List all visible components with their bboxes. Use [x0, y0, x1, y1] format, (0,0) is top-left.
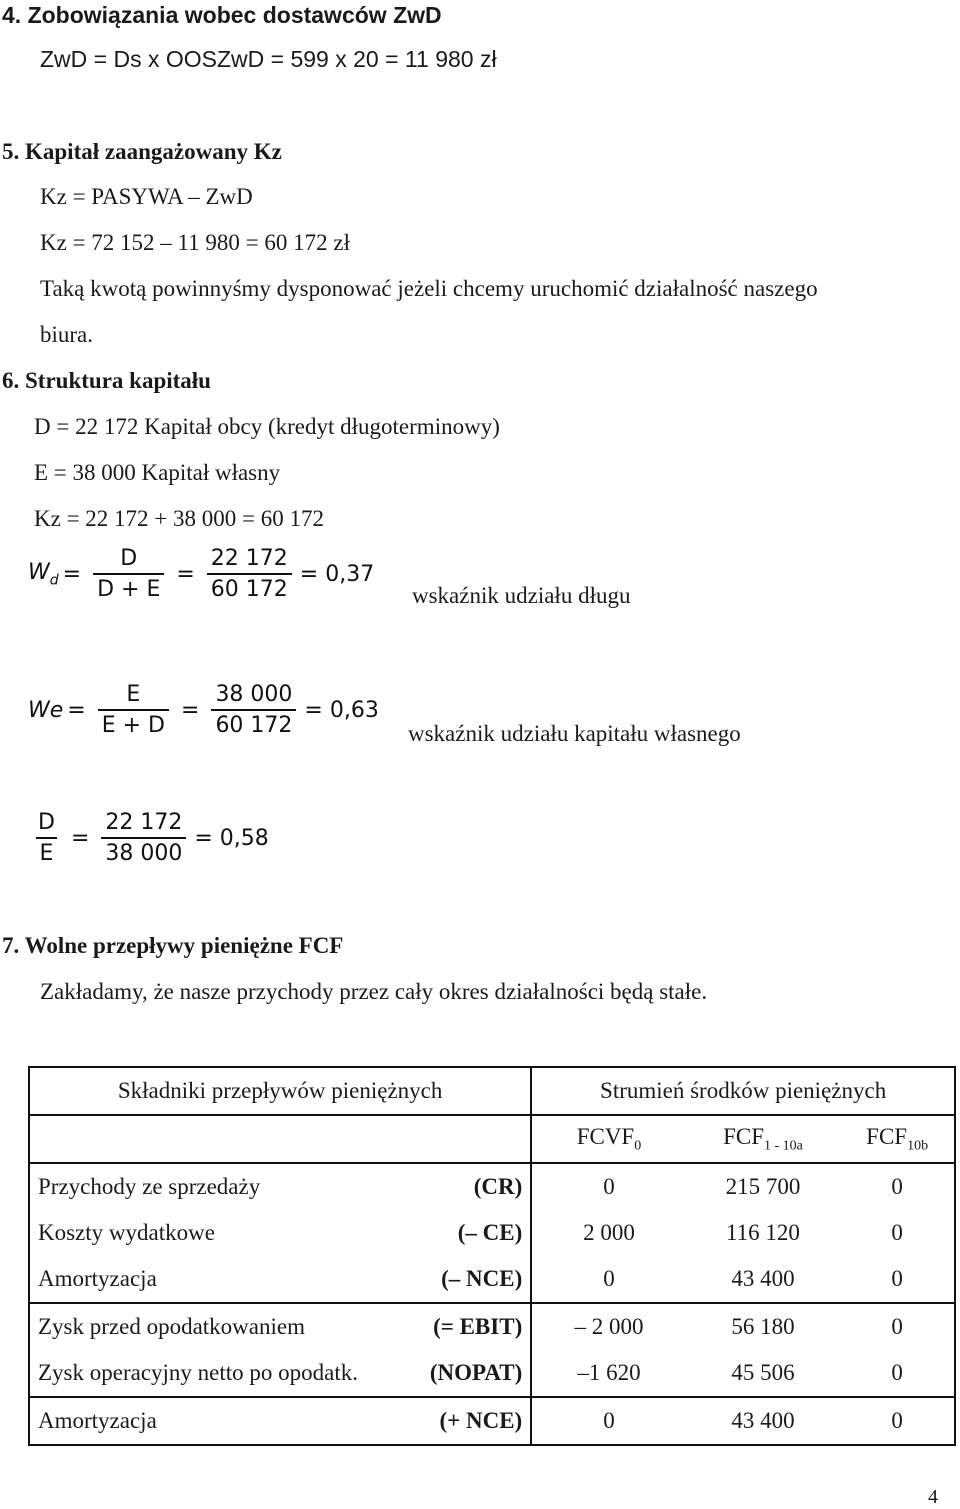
table-header-cashflow: Strumień środków pieniężnych	[531, 1067, 955, 1115]
col-header-fcvf0: $FCVF_0$	[531, 1115, 685, 1163]
col-header-fcf1-10a: $FCF_{1 - 10a}$	[686, 1115, 841, 1163]
section-4-heading: 4. Zobowiązania wobec dostawców ZwD	[2, 2, 442, 28]
page-number: 4	[928, 1486, 938, 1508]
assumption-text: Zakładamy, że nasze przychody przez cały okres działalności będą stałe.	[40, 979, 708, 1004]
debt-ratio-formula: $W_d$ = $\frac{D}{D + E}$ = $\frac{22 172}{60 172}$ = 0,37	[28, 546, 375, 602]
fraction: $\frac{22 172}{60 172}$	[207, 546, 292, 602]
kz-explanation-cont: biura.	[40, 322, 94, 347]
equity-ratio-formula: We = $\frac{E}{E + D}$ = $\frac{38 000}{60 172}$ = 0,63	[28, 682, 379, 738]
section-5-heading: 5. Kapitał zaangażowany Kz	[2, 139, 282, 164]
table-header-components: Składniki przepływów pieniężnych	[29, 1067, 531, 1115]
kz-calculation: Kz = 72 152 – 11 980 = 60 172 zł	[40, 230, 351, 255]
table-row: Zysk operacyjny netto po opodatk. (NOPAT) –1 620 45 506 0	[29, 1350, 955, 1397]
fraction: $\frac{D}{D + E}$	[93, 546, 164, 602]
table-row: Przychody ze sprzedaży (CR) 0 215 700 0	[29, 1163, 955, 1210]
kz-explanation: Taką kwotą powinnyśmy dysponować jeżeli chcemy uruchomić działalność naszego	[40, 276, 818, 301]
formula-result: = 0,37	[299, 561, 375, 587]
col-header-fcf10b: $FCF_{10b}$	[840, 1115, 955, 1163]
table-row: Koszty wydatkowe (– CE) 2 000 116 120 0	[29, 1210, 955, 1256]
formula-result: = 0,63	[304, 697, 379, 723]
fraction: $\frac{D}{E}$	[34, 810, 59, 866]
zwd-formula: ZwD = Ds x OOSZwD = 599 x 20 = 11 980 zł	[40, 46, 497, 72]
table-row: Amortyzacja (– NCE) 0 43 400 0	[29, 1256, 955, 1303]
fraction: $\frac{22 172}{38 000}$	[101, 810, 186, 866]
equity-ratio-caption: wskaźnik udziału kapitału własnego	[408, 721, 741, 746]
fraction: $\frac{E}{E + D}$	[98, 682, 169, 738]
formula-lhs: We	[28, 697, 64, 723]
formula-lhs: $W_d$	[28, 559, 59, 589]
table-row: Amortyzacja (+ NCE) 0 43 400 0	[29, 1397, 955, 1445]
kz-definition: Kz = PASYWA – ZwD	[40, 184, 253, 209]
kz-sum: Kz = 22 172 + 38 000 = 60 172	[34, 506, 324, 531]
debt-equity-formula: $\frac{D}{E}$ = $\frac{22 172}{38 000}$ = 0,58	[34, 810, 269, 866]
section-6-heading: 6. Struktura kapitału	[2, 368, 211, 393]
table-row: Zysk przed opodatkowaniem (= EBIT) – 2 000 56 180 0	[29, 1303, 955, 1350]
debt-definition: D = 22 172 Kapitał obcy (kredyt długoterminowy)	[34, 414, 500, 439]
formula-result: = 0,58	[194, 825, 269, 851]
fraction: $\frac{38 000}{60 172}$	[211, 682, 296, 738]
debt-ratio-caption: wskaźnik udziału długu	[412, 583, 631, 608]
section-7-heading: 7. Wolne przepływy pieniężne FCF	[2, 933, 344, 958]
fcf-table	[28, 1066, 956, 1446]
equity-definition: E = 38 000 Kapitał własny	[34, 460, 281, 485]
